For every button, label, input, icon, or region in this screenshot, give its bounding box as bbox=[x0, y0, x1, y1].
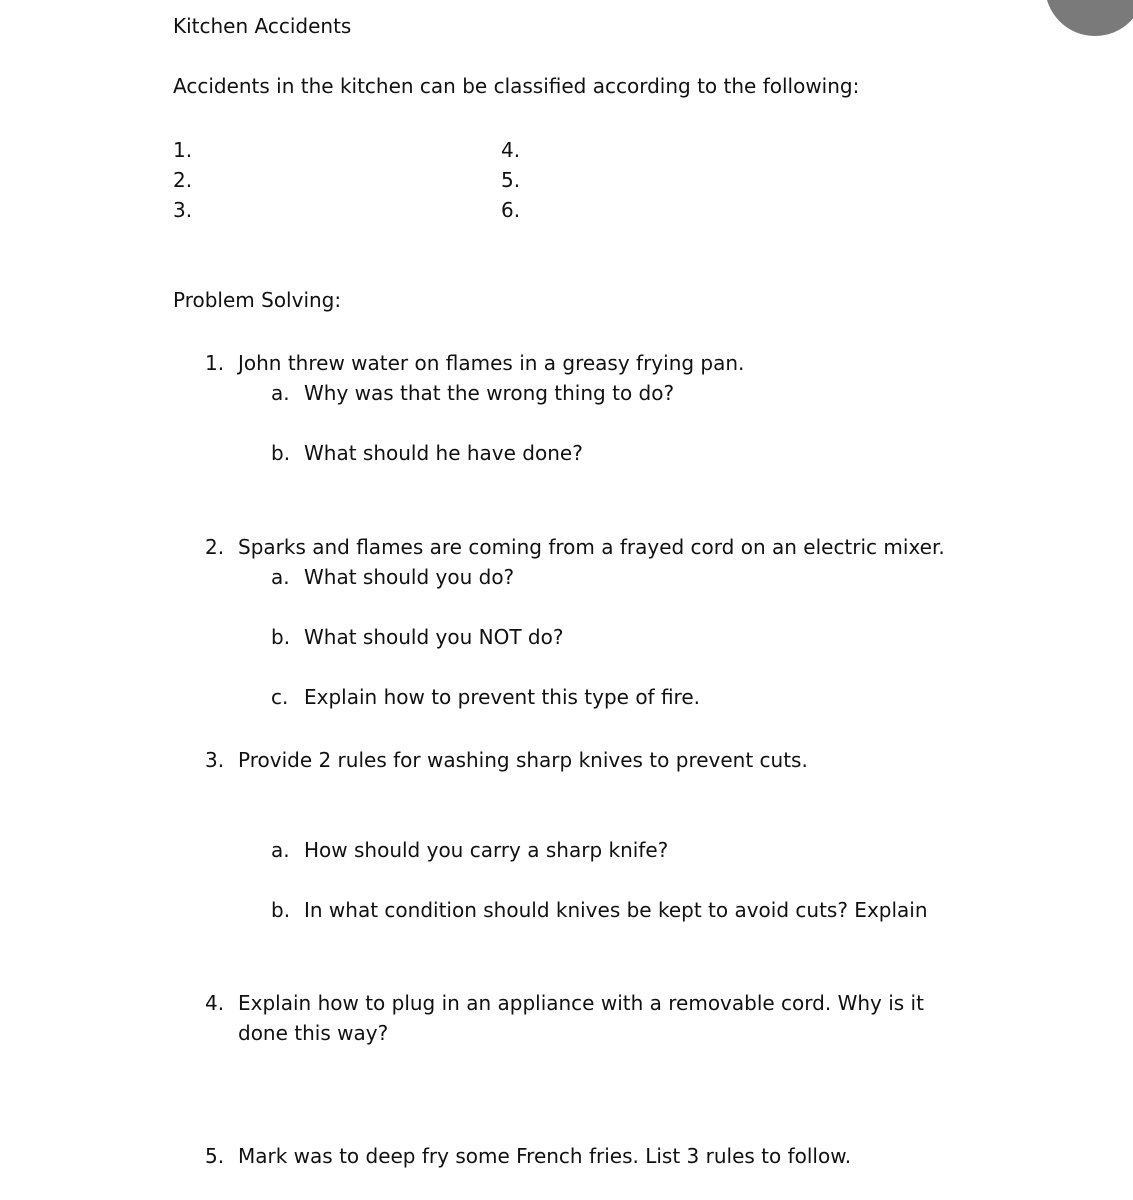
classification-number: 5. bbox=[501, 168, 521, 192]
classification-number: 4. bbox=[501, 138, 521, 162]
problem-number: 3. bbox=[205, 748, 225, 772]
sub-question-text: What should you do? bbox=[304, 565, 515, 589]
sub-question-text: How should you carry a sharp knife? bbox=[304, 838, 669, 862]
sub-question-label: a. bbox=[271, 565, 290, 589]
sub-question-label: c. bbox=[271, 685, 289, 709]
classification-number: 6. bbox=[501, 198, 521, 222]
sub-question-label: b. bbox=[271, 441, 291, 465]
problem-text: Provide 2 rules for washing sharp knives to prevent cuts. bbox=[238, 748, 808, 772]
sub-question-label: a. bbox=[271, 838, 290, 862]
problem-solving-heading: Problem Solving: bbox=[173, 288, 342, 312]
problem-text: Mark was to deep fry some French fries. List 3 rules to follow. bbox=[238, 1144, 852, 1168]
sub-question-text: Why was that the wrong thing to do? bbox=[304, 381, 675, 405]
problem-text-continued: done this way? bbox=[238, 1021, 389, 1045]
problem-number: 1. bbox=[205, 351, 225, 375]
sub-question-label: b. bbox=[271, 898, 291, 922]
classification-number: 1. bbox=[173, 138, 193, 162]
sub-question-text: In what condition should knives be kept to avoid cuts? Explain bbox=[304, 898, 928, 922]
sub-question-text: Explain how to prevent this type of fire. bbox=[304, 685, 700, 709]
problem-text: John threw water on flames in a greasy frying pan. bbox=[238, 351, 745, 375]
problem-number: 4. bbox=[205, 991, 225, 1015]
problem-text: Explain how to plug in an appliance with a removable cord. Why is it bbox=[238, 991, 924, 1015]
intro-text: Accidents in the kitchen can be classified according to the following: bbox=[173, 74, 860, 98]
sub-question-label: a. bbox=[271, 381, 290, 405]
problem-text: Sparks and flames are coming from a frayed cord on an electric mixer. bbox=[238, 535, 945, 559]
problem-number: 5. bbox=[205, 1144, 225, 1168]
sub-question-text: What should you NOT do? bbox=[304, 625, 564, 649]
document-title: Kitchen Accidents bbox=[173, 14, 352, 38]
classification-number: 3. bbox=[173, 198, 193, 222]
corner-circle-decoration bbox=[1045, 0, 1133, 36]
problem-number: 2. bbox=[205, 535, 225, 559]
classification-number: 2. bbox=[173, 168, 193, 192]
sub-question-label: b. bbox=[271, 625, 291, 649]
sub-question-text: What should he have done? bbox=[304, 441, 583, 465]
